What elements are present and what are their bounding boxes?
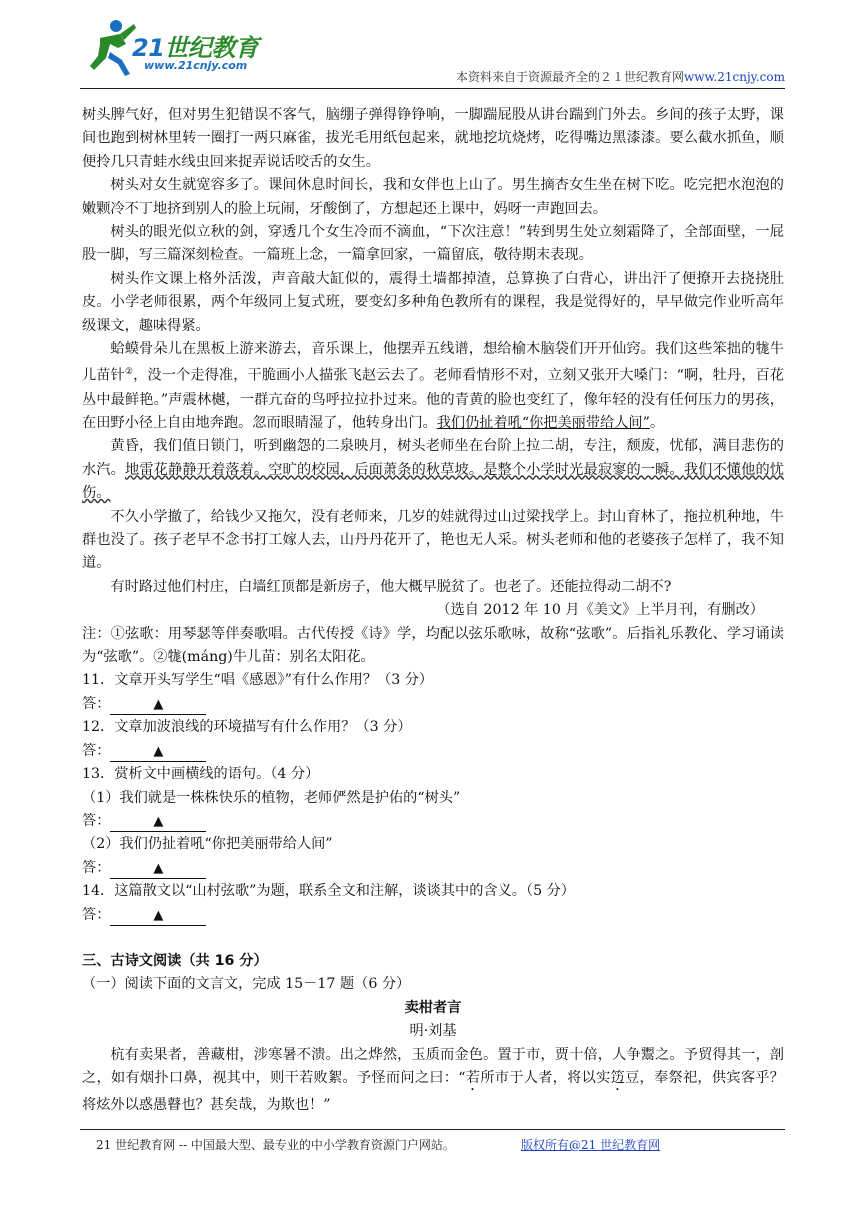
wavy-underlined-text: 地雷花静静开着落着。空旷的校园，后面萧条的秋草坡。是整个小学时光最寂寥的一瞬。我们不懂他的忧伤。	[82, 461, 784, 502]
classical-text-body: 杭有卖果者，善藏柑，涉寒暑不溃。出之烨然，玉质而金色。置于市，贾十倍，人争鬻之。予贸得其一，剖之，如有烟扑口鼻，视其中，则干若败絮。予怪而问之曰：“若所市于人者，将以实笾豆，奉祭祀，供宾客乎？将炫外以惑愚瞽也？甚矣哉，为欺也！”	[82, 1046, 784, 1113]
article-paragraph: 树头对女生就宽容多了。课间休息时间长，我和女伴也上山了。男生摘杏女生坐在树下吃。吃完把水泡泡的嫩颗冷不丁地挤到别人的脸上玩闹，牙酸倒了，方想起还上课中，妈呀一声跑回去。	[82, 177, 784, 217]
page-footer	[96, 1136, 661, 1153]
answer-line: 答： ▲	[82, 810, 784, 833]
site-logo	[80, 14, 295, 78]
question-13-2: （2）我们仍扯着吼“你把美丽带给人间”	[82, 836, 333, 853]
answer-blank[interactable]: ▲	[110, 860, 206, 879]
footer-divider	[80, 1129, 785, 1130]
classical-text-author: 明·刘基	[409, 1023, 457, 1040]
question-12: 12．文章加波浪线的环境描写有什么作用？（3 分）	[82, 719, 412, 736]
article-paragraph: 树头作文课上格外活泼，声音敲大缸似的，震得土墙都掉渣，总算换了白背心，讲出汗了便撩开去挠挠肚皮。小学老师很累，两个年级同上复式班，要变幻多种角色教所有的课程，我是觉得好的，早早做完作业听高年级课文，趣味得紧。	[82, 270, 784, 334]
logo-url: www.21cnjy.com	[144, 59, 248, 72]
article-paragraph: 树头的眼光似立秋的剑，穿透几个女生冷而不滴血，“下次注意！”转到男生处立刻霜降了，全部面壁，一屁股一脚，写三篇深刻检查。一篇班上念，一篇拿回家，一篇留底，敬待期末表现。	[82, 224, 784, 264]
question-13-1: （1）我们就是一株株快乐的植物，老师俨然是护佑的“树头”	[82, 789, 461, 806]
header-divider	[80, 88, 785, 89]
footer-text: 21 世纪教育网 -- 中国最大型、最专业的中小学教育资源门户网站。	[96, 1138, 455, 1152]
article-source: （选自 2012 年 10 月《美文》上半月刊，有删改）	[436, 602, 764, 619]
logo-wordmark: 21世纪教育	[132, 34, 259, 62]
page-header	[80, 14, 785, 86]
running-man-icon	[80, 14, 140, 78]
answer-line: 答： ▲	[82, 904, 784, 927]
answer-line: 答： ▲	[82, 740, 784, 763]
article-paragraph: 黄昏，我们值日锁门，听到幽怨的二泉映月，树头老师坐在台阶上拉二胡，专注，颓废，忧郁，满目悲伤的水汽。地雷花静静开着落着。空旷的校园，后面萧条的秋草坡。是整个小学时光最寂寥的一瞬。我们不懂他的忧伤。	[82, 438, 784, 502]
answer-blank[interactable]: ▲	[110, 743, 206, 762]
section-subtitle: （一）阅读下面的文言文，完成 15－17 题（6 分）	[82, 976, 411, 993]
article-paragraph: 有时路过他们村庄，白墙红顶都是新房子，他大概早脱贫了。也老了。还能拉得动二胡不?	[110, 578, 672, 595]
emphasized-char: 笾	[610, 1069, 626, 1086]
spacer	[82, 927, 784, 950]
answer-line: 答： ▲	[82, 857, 784, 880]
emphasized-char: 若	[465, 1069, 481, 1086]
article-note: 注：①弦歌：用琴瑟等伴奏歌唱。古代传授《诗》学，均配以弦乐歌咏，故称“弦歌”。后指礼乐教化、学习诵读为“弦歌”。②牻(máng)牛儿苗：别名太阳花。	[82, 625, 784, 666]
article-paragraph: 蛤蟆骨朵儿在黑板上游来游去，音乐课上，他摆弄五线谱，想给榆木脑袋们开开仙窍。我们这些笨拙的牻牛儿苗针②，没一个走得准，干脆画小人描张飞赵云去了。老师看情形不对，立刻又张开大嗓门：“啊，牡丹，百花丛中最鲜艳。”声震林樾，一群亢奋的鸟呼拉拉扑过来。他的青黄的脸也变红了，像年轻的没有任何压力的男孩，在田野小径上自由地奔跑。忽而眼睛湿了，他转身出门。我们仍扯着吼“你把美丽带给人间”。	[82, 341, 784, 432]
answer-blank[interactable]: ▲	[110, 813, 206, 832]
question-11: 11．文章开头写学生“唱《感恩》”有什么作用？（3 分）	[82, 672, 434, 689]
answer-blank[interactable]: ▲	[110, 907, 206, 926]
classical-text-title: 卖柑者言	[404, 999, 462, 1016]
article-paragraph: 不久小学撤了，给钱少又拖欠，没有老师来，几岁的娃就得过山过梁找学上。封山育林了，拖拉机种地，牛群也没了。孩子老早不念书打工嫁人去，山丹丹花开了，艳也无人采。树头老师和他的老婆孩子怎样了，我不知道。	[82, 508, 784, 572]
document-body	[82, 104, 784, 1117]
header-url-link[interactable]: www.21cnjy.com	[684, 70, 785, 84]
underlined-sentence: 我们仍扯着吼“你把美丽带给人间”	[436, 415, 650, 432]
answer-blank[interactable]: ▲	[110, 696, 206, 715]
section-title: 三、古诗文阅读（共 16 分）	[82, 952, 268, 969]
header-source-line: 本资料来自于资源最齐全的２１世纪教育网www.21cnjy.com	[456, 70, 785, 84]
article-paragraph: 树头脾气好，但对男生犯错误不客气，脑绷子弹得铮铮响，一脚踹屁股从讲台踹到门外去。乡间的孩子太野，课间也跑到树林里转一圈打一两只麻雀，拔光毛用纸包起来，就地挖坑烧烤，吃得嘴边黑漆漆。要么截水抓鱼，顺便拎几只青蛙水线虫回来捉弄说话咬舌的女生。	[82, 107, 784, 170]
answer-line: 答： ▲	[82, 693, 784, 716]
question-14: 14．这篇散文以“山村弦歌”为题，联系全文和注解，谈谈其中的含义。（5 分）	[82, 883, 575, 900]
footer-copyright-link[interactable]: 版权所有@21 世纪教育网	[521, 1138, 661, 1152]
question-13: 13．赏析文中画横线的语句。（4 分）	[82, 766, 320, 783]
